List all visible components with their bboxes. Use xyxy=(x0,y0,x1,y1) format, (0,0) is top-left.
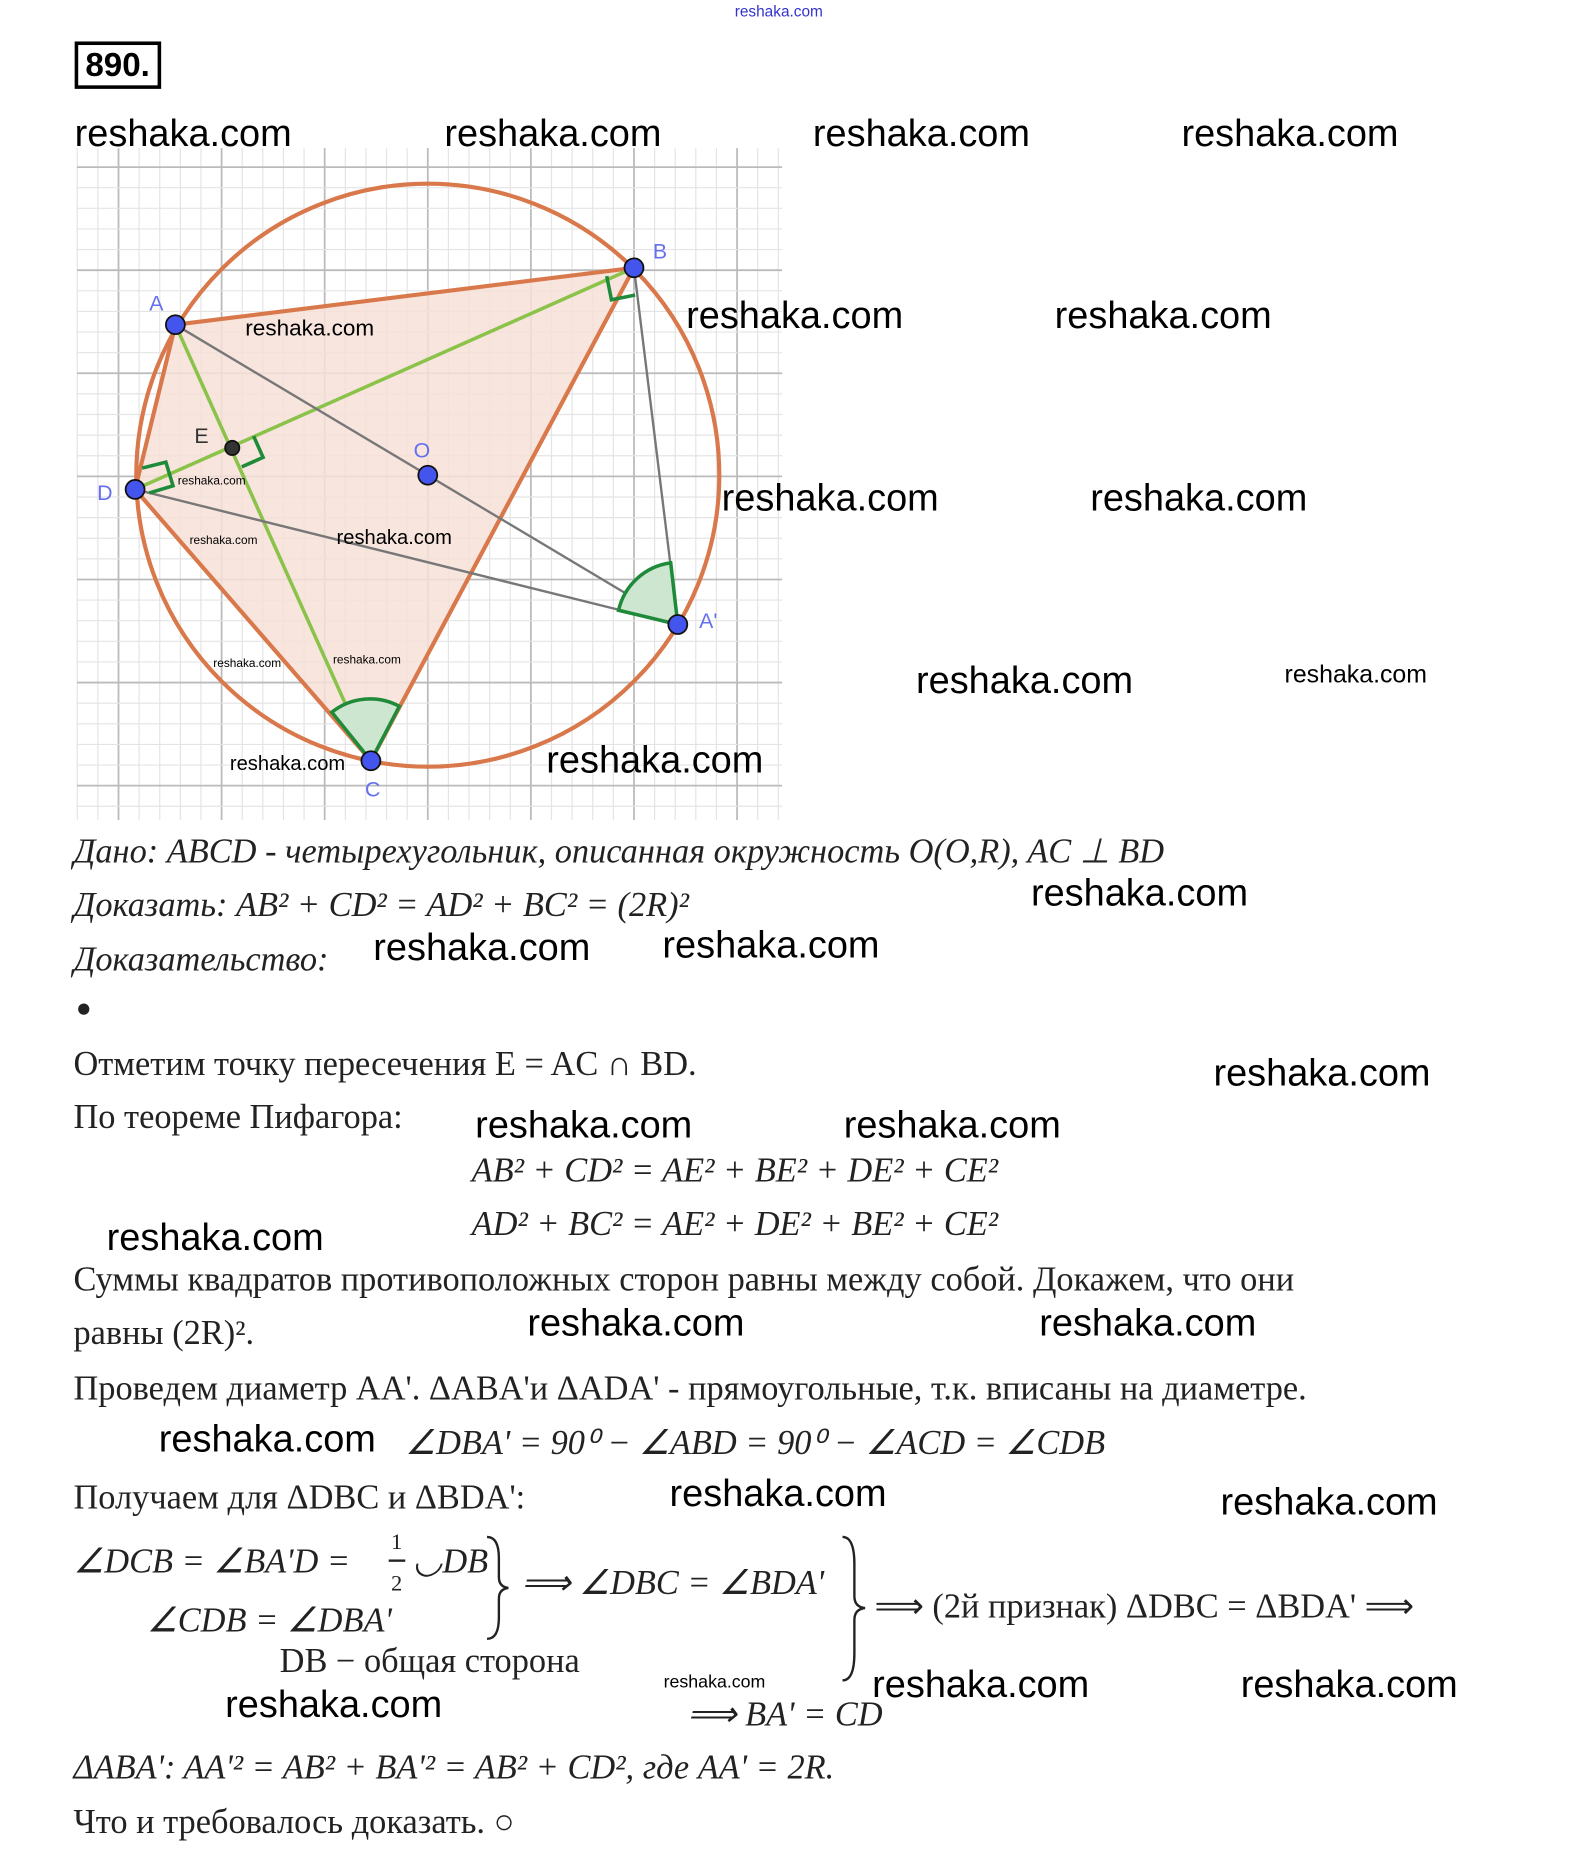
watermark: reshaka.com xyxy=(1030,870,1249,914)
bullet: ● xyxy=(75,993,92,1023)
watermark: reshaka.com xyxy=(1220,1480,1438,1523)
watermark: reshaka.com xyxy=(245,316,375,342)
watermark: reshaka.com xyxy=(812,111,1030,155)
point-a1[interactable] xyxy=(668,615,687,634)
watermark: reshaka.com xyxy=(213,657,282,671)
watermark: reshaka.com xyxy=(527,1301,745,1344)
qed-line: Что и требовалось доказать. ○ xyxy=(73,1803,515,1842)
label-d: D xyxy=(97,481,113,506)
watermark: reshaka.com xyxy=(669,1471,887,1515)
fraction-denominator: 2 xyxy=(391,1571,403,1597)
implies-ba1-cd: ⟹ BA' = CD xyxy=(687,1695,883,1734)
label-a1: A' xyxy=(699,609,718,634)
equation-1: AB² + CD² = AE² + BE² + DE² + CE² xyxy=(471,1151,999,1190)
watermark: reshaka.com xyxy=(1181,111,1399,155)
watermark: reshaka.com xyxy=(1039,1301,1257,1344)
watermark: reshaka.com xyxy=(1054,293,1272,337)
watermark: reshaka.com xyxy=(74,111,292,155)
watermark: reshaka.com xyxy=(872,1662,1090,1706)
label-b: B xyxy=(652,239,668,264)
angle-equation: ∠DBA' = 90⁰ − ∠ABD = 90⁰ − ∠ACD = ∠CDB xyxy=(405,1424,1106,1463)
point-a[interactable] xyxy=(166,315,185,334)
label-o: O xyxy=(413,438,431,463)
get-for-line: Получаем для ΔDBC и ΔBDA': xyxy=(73,1478,526,1517)
label-c: C xyxy=(364,777,381,802)
right-brace-2 xyxy=(835,1535,873,1683)
sums-line-2: равны (2R)². xyxy=(73,1314,255,1353)
watermark: reshaka.com xyxy=(475,1103,693,1146)
final-equation: ΔABA': AA'² = AB² + BA'² = AB² + CD², где AA' = 2R. xyxy=(73,1749,835,1787)
pythagoras-line: По теореме Пифагора: xyxy=(73,1098,403,1137)
point-e[interactable] xyxy=(225,441,239,455)
watermark: reshaka.com xyxy=(106,1215,324,1259)
watermark: reshaka.com xyxy=(1090,476,1308,520)
watermark: reshaka.com xyxy=(444,111,662,155)
quadrilateral-fill xyxy=(135,268,634,761)
watermark: reshaka.com xyxy=(332,654,401,668)
point-b[interactable] xyxy=(624,258,643,277)
watermark: reshaka.com xyxy=(721,476,939,520)
watermark: reshaka.com xyxy=(686,293,904,337)
watermark: reshaka.com xyxy=(916,658,1134,702)
watermark: reshaka.com xyxy=(177,475,246,489)
system-line-2: ∠CDB = ∠DBA' xyxy=(146,1602,392,1641)
point-c[interactable] xyxy=(361,751,380,770)
watermark: reshaka.com xyxy=(229,752,346,775)
label-e: E xyxy=(194,424,209,449)
site-link[interactable]: reshaka.com xyxy=(734,2,823,21)
point-d[interactable] xyxy=(126,480,145,499)
angle-arc-a1 xyxy=(619,563,678,625)
watermark: reshaka.com xyxy=(158,1417,376,1460)
fraction-bar xyxy=(389,1559,406,1561)
implies-angle: ⟹ ∠DBC = ∠BDA' xyxy=(521,1564,825,1603)
diameter-line: Проведем диаметр AA'. ΔABA'и ΔADA' - прямоугольные, т.к. вписаны на диаметре. xyxy=(73,1369,1307,1408)
watermark: reshaka.com xyxy=(1240,1662,1458,1706)
watermark: reshaka.com xyxy=(1284,661,1427,689)
watermark: reshaka.com xyxy=(373,925,591,969)
watermark: reshaka.com xyxy=(662,923,880,966)
watermark: reshaka.com xyxy=(546,738,764,781)
problem-number: 890. xyxy=(75,41,161,88)
label-a: A xyxy=(149,291,164,316)
watermark: reshaka.com xyxy=(843,1103,1061,1146)
watermark: reshaka.com xyxy=(1213,1051,1431,1094)
sums-line-1: Суммы квадратов противоположных сторон равны между собой. Докажем, что они xyxy=(73,1260,1295,1299)
system-line-3: DB − общая сторона xyxy=(279,1642,580,1681)
system-line-1: ∠DCB = ∠BA'D = xyxy=(73,1542,351,1581)
right-brace-1 xyxy=(480,1535,516,1642)
watermark: reshaka.com xyxy=(189,534,258,548)
watermark: reshaka.com xyxy=(225,1682,443,1726)
watermark: reshaka.com xyxy=(663,1672,766,1693)
watermark: reshaka.com xyxy=(336,526,452,549)
proof-label: Доказательство: xyxy=(73,940,329,979)
arc-db: ◡DB xyxy=(412,1542,489,1581)
prove-line: Доказать: AB² + CD² = AD² + BC² = (2R)² xyxy=(73,886,689,925)
equation-2: AD² + BC² = AE² + DE² + BE² + CE² xyxy=(471,1205,999,1244)
fraction-numerator: 1 xyxy=(391,1529,403,1555)
given-line: Дано: ABCD - четырехугольник, описанная окружность O(O,R), AC ⊥ BD xyxy=(73,833,1165,871)
implies-congruence: ⟹ (2й признак) ΔDBC = ΔBDA' ⟹ xyxy=(874,1587,1414,1626)
mark-point-line: Отметим точку пересечения E = AC ∩ BD. xyxy=(73,1045,697,1084)
point-o[interactable] xyxy=(418,466,437,485)
